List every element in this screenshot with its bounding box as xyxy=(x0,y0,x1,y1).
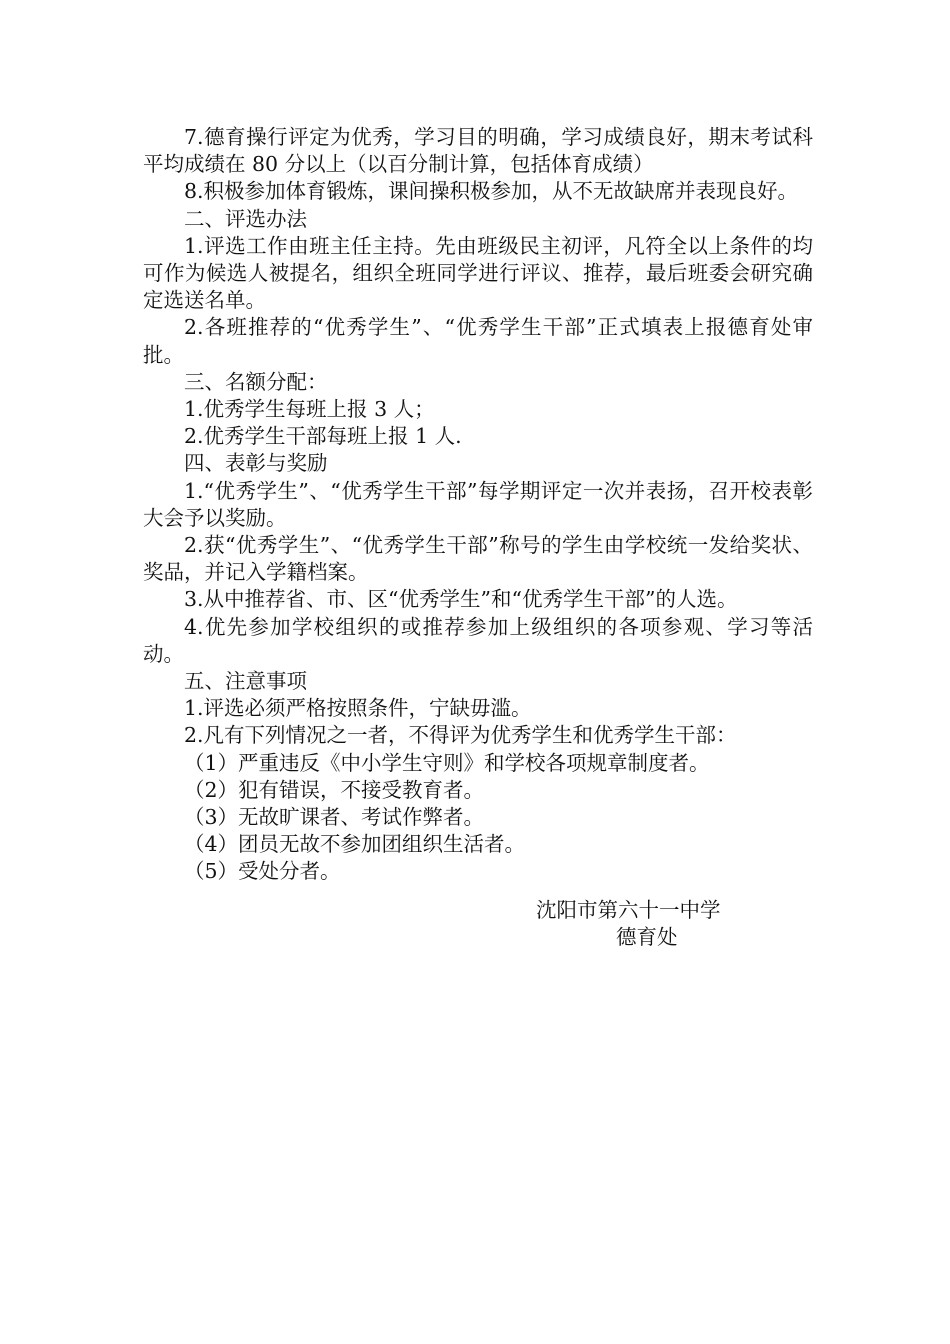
exclusion-item-5: （5）受处分者。 xyxy=(184,859,341,884)
method-item-2: 2.各班推荐的“优秀学生”、“优秀学生干部”正式填表上报德育处审批。 xyxy=(143,315,813,367)
signature-school: 沈阳市第六十一中学 xyxy=(536,898,721,922)
awards-item-4: 4.优先参加学校组织的或推荐参加上级组织的各项参观、学习等活动。 xyxy=(143,614,813,666)
section-heading-notes: 五、注意事项 xyxy=(184,669,307,694)
section-heading-selection-method: 二、评选办法 xyxy=(184,206,307,231)
notes-item-2: 2.凡有下列情况之一者，不得评为优秀学生和优秀学生干部： xyxy=(184,723,737,748)
quota-item-2: 2.优秀学生干部每班上报 1 人. xyxy=(184,424,462,449)
notes-item-1: 1.评选必须严格按照条件，宁缺毋滥。 xyxy=(184,696,532,721)
awards-item-2: 2.获“优秀学生”、“优秀学生干部”称号的学生由学校统一发给奖状、奖品，并记入学籍档案。 xyxy=(143,533,813,585)
method-item-1: 1.评选工作由班主任主持。先由班级民主初评，凡符全以上条件的均可作为候选人被提名，组织全班同学进行评议、推荐，最后班委会研究确定选送名单。 xyxy=(143,233,813,313)
exclusion-item-2: （2）犯有错误，不接受教育者。 xyxy=(184,777,485,802)
criterion-7: 7.德育操行评定为优秀，学习目的明确，学习成绩良好，期末考试科平均成绩在 80 分以上（以百分制计算，包括体育成绩） xyxy=(143,125,813,177)
document-body xyxy=(143,124,813,886)
signature-department: 德育处 xyxy=(616,925,678,949)
exclusion-item-4: （4）团员无故不参加团组织生活者。 xyxy=(184,832,526,857)
section-heading-quota: 三、名额分配： xyxy=(184,369,328,394)
section-heading-awards: 四、表彰与奖励 xyxy=(184,451,328,476)
exclusion-item-1: （1）严重违反《中小学生守则》和学校各项规章制度者。 xyxy=(184,750,710,775)
awards-item-1: 1.“优秀学生”、“优秀学生干部”每学期评定一次并表扬，召开校表彰大会予以奖励。 xyxy=(143,478,813,530)
quota-item-1: 1.优秀学生每班上报 3 人； xyxy=(184,397,435,422)
awards-item-3: 3.从中推荐省、市、区“优秀学生”和“优秀学生干部”的人选。 xyxy=(184,587,738,612)
exclusion-item-3: （3）无故旷课者、考试作弊者。 xyxy=(184,805,485,830)
criterion-8: 8.积极参加体育锻炼，课间操积极参加，从不无故缺席并表现良好。 xyxy=(184,179,799,204)
